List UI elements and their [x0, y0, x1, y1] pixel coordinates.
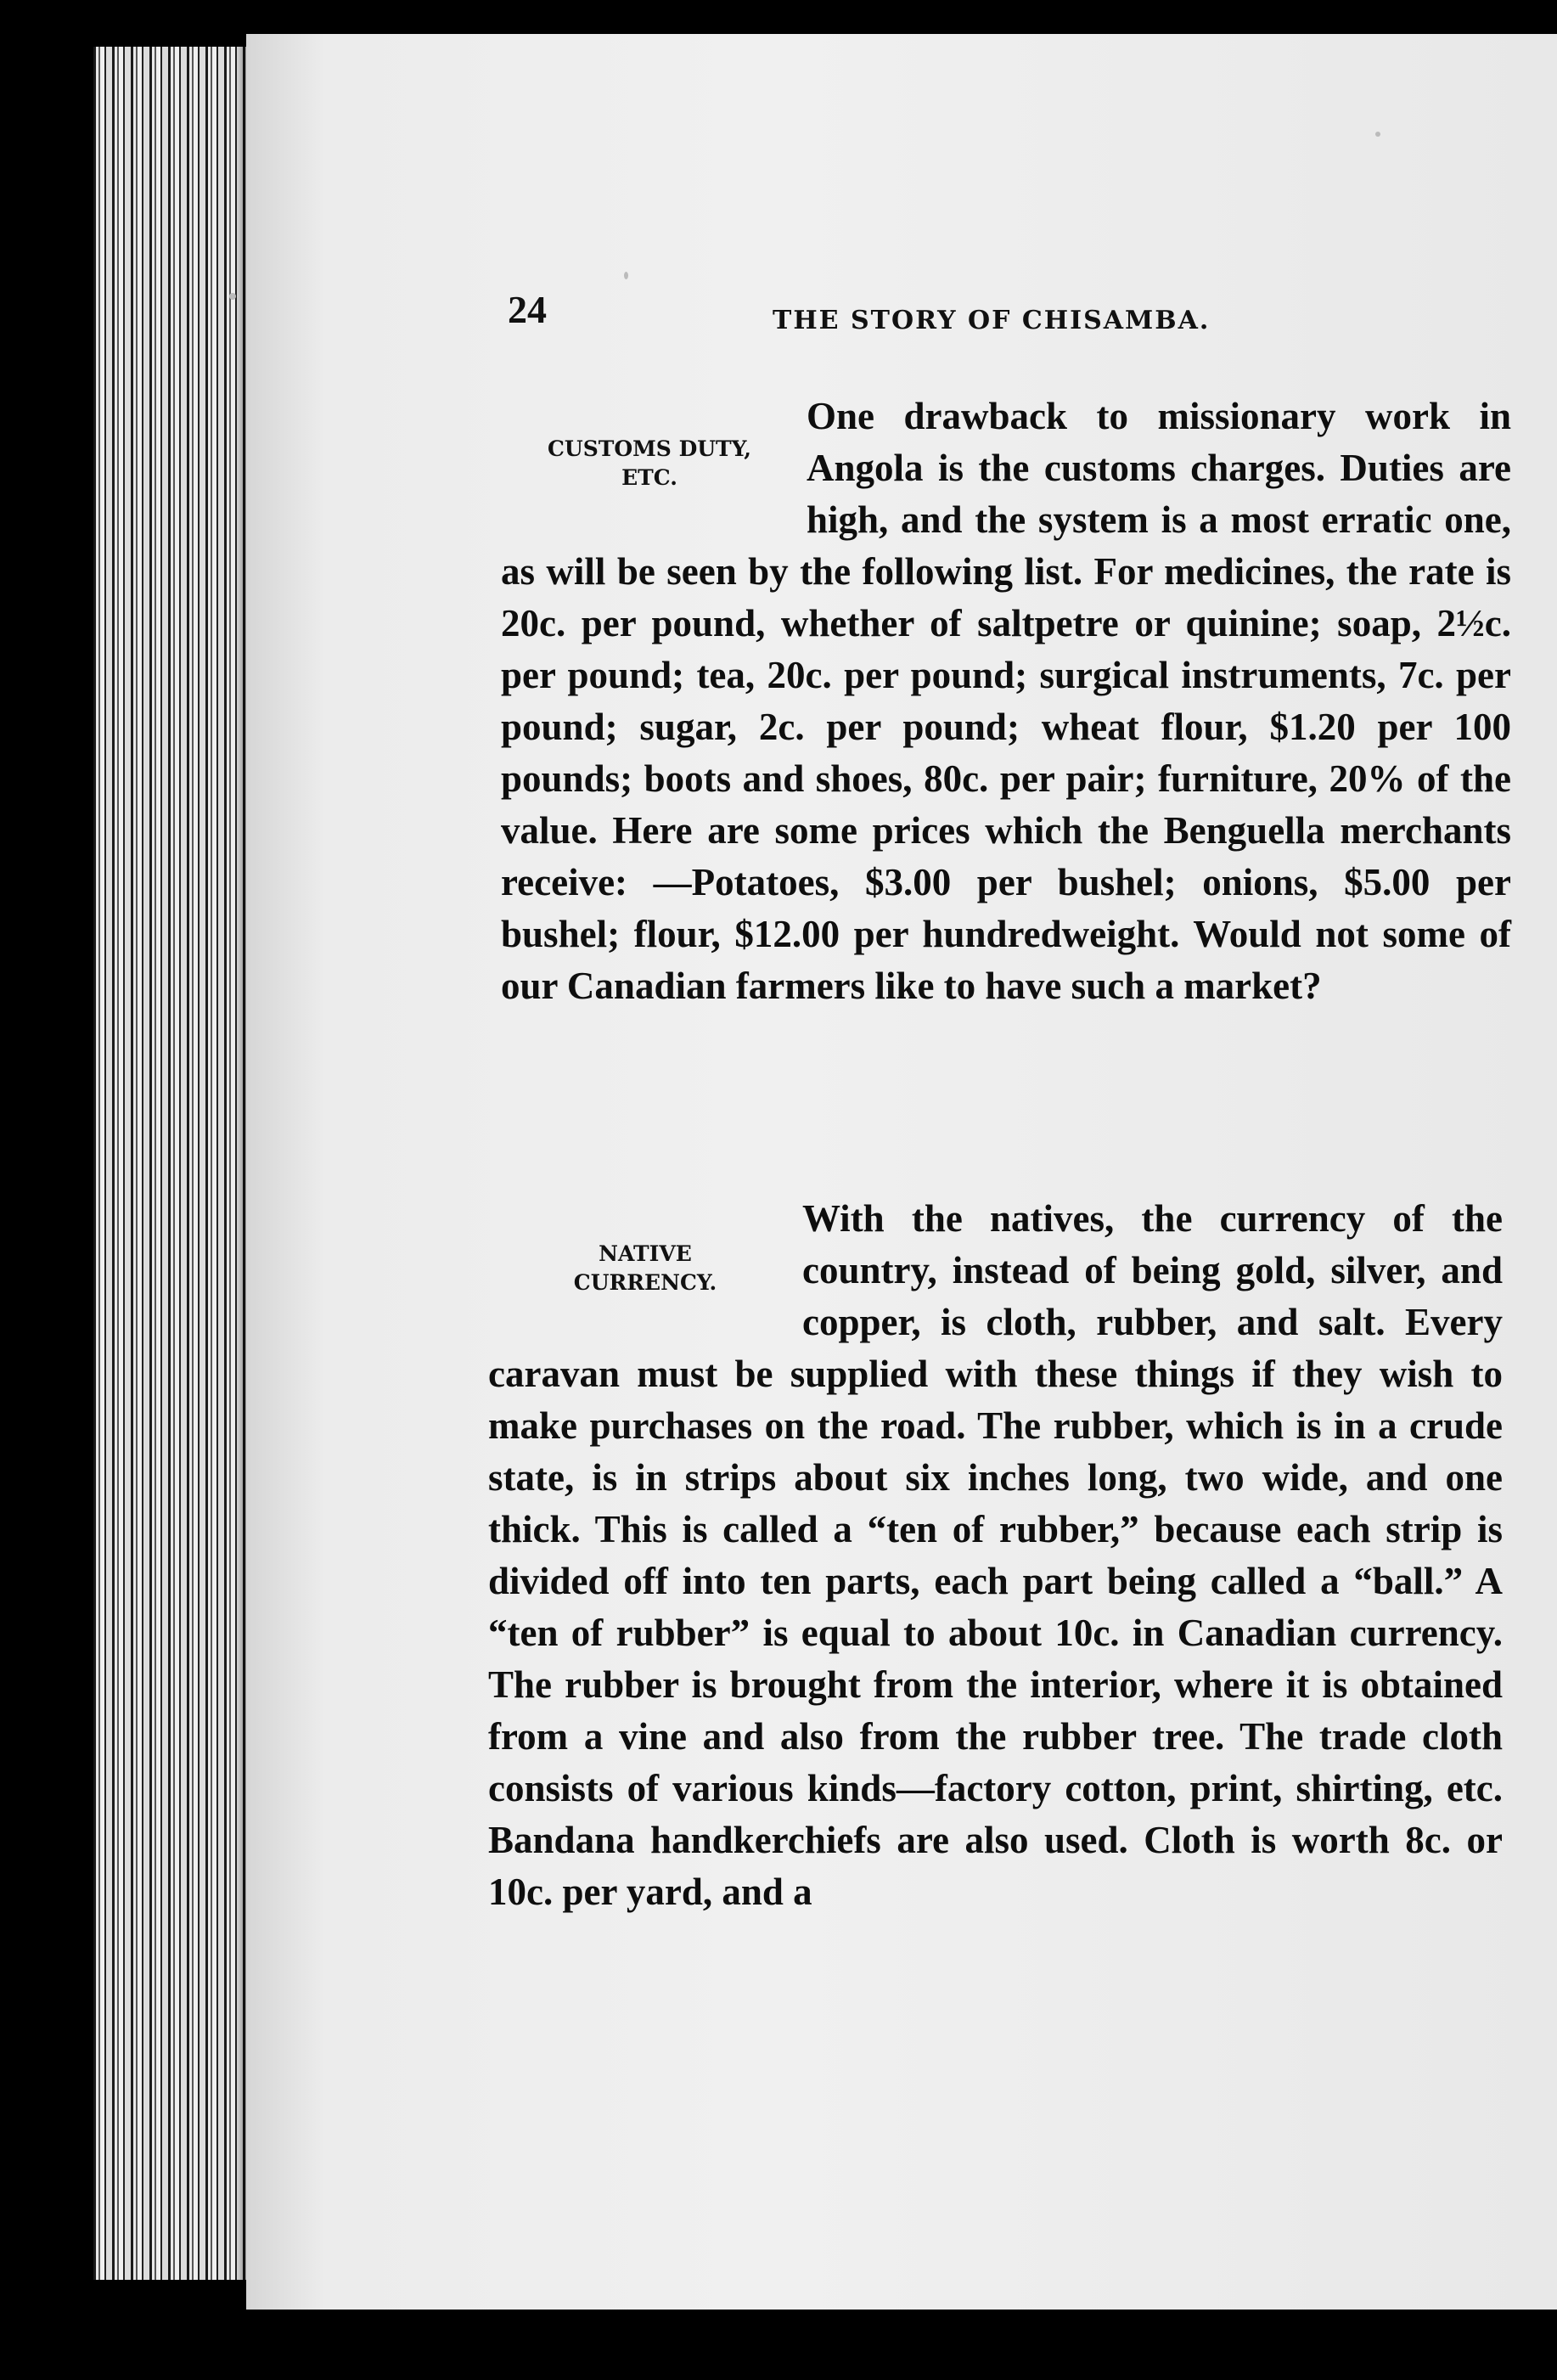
paragraph-customs-text: One drawback to missionary work in Angola is the customs charges. Duties are high, and the system is a most erratic one, as will be seen by the following list. For medicines, the rate is 20c. per pound, whether of saltpetre or quinine; soap, 2½c. per pound; tea, 20c. per pound; surgical instruments, 7c. per pound; sugar, 2c. per pound; wheat flour, $1.20 per 100 pounds; boots and shoes, 80c. per pair; furniture, 20% of the value. Here are some prices which the Benguella merchants receive: —Potatoes, $3.00 per bushel; onions, $5.00 per bushel; flour, $12.00 per hundredweight. Would not some of our Canadian farmers like to have such a market? [501, 395, 1511, 1007]
sidenote-native-currency: NATIVE CURRENCY. [573, 1241, 717, 1295]
paragraph-currency-text: With the natives, the currency of the country, instead of being gold, silver, and copper, is cloth, rubber, and salt. Every caravan must be supplied with these things if they wish to make purchases on the road. The rubber, which is in a crude state, is in strips about six inches long, two wide, and one thick. This is called a “ten of rubber,” because each strip is divided off into ten parts, each part being called a “ball.” A “ten of rubber” is equal to about 10c. in Canadian currency. The rubber is brought from the interior, where it is obtained from a vine and also from the rubber tree. The trade cloth consists of various kinds—factory cotton, print, shirting, etc. Bandana handkerchiefs are also used. Cloth is worth 8c. or 10c. per yard, and a [488, 1197, 1503, 1913]
paragraph-currency [488, 1193, 1503, 1918]
scan-speck [229, 293, 236, 300]
running-head: THE STORY OF CHISAMBA. [773, 306, 1211, 335]
page-number: 24 [508, 288, 547, 331]
book-page [246, 34, 1557, 2310]
scan-speck [1375, 132, 1380, 137]
scan-speck [624, 272, 628, 279]
sidenote-customs: CUSTOMS DUTY, ETC. [548, 436, 751, 490]
page-paper [246, 34, 1557, 2310]
